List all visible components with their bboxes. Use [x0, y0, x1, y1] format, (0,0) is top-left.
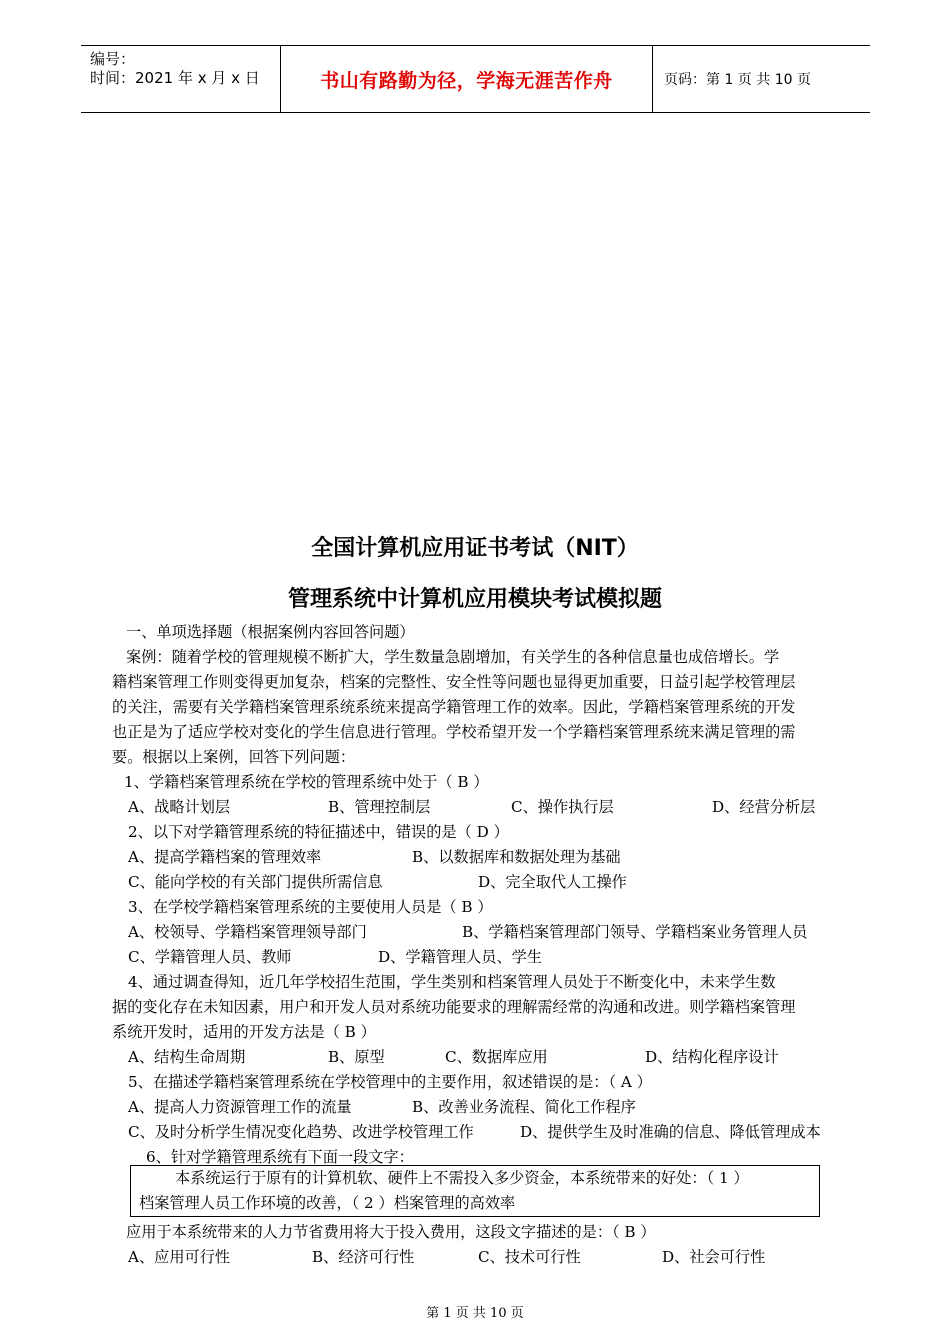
question-6-after: 应用于本系统带来的人力节省费用将大于投入费用，这段文字描述的是：（ B ）	[126, 1223, 656, 1241]
question-2-options-a	[112, 845, 860, 870]
sub-title: 管理系统中计算机应用模块考试模拟题	[287, 587, 662, 612]
exam-body-continued	[112, 1220, 860, 1270]
option: B、以数据库和数据处理为基础	[412, 848, 621, 866]
option: A、提高人力资源管理工作的流量	[128, 1098, 352, 1116]
question-6-options	[112, 1245, 860, 1270]
case-line: 要。根据以上案例，回答下列问题：	[112, 748, 355, 766]
option: B、管理控制层	[328, 798, 431, 816]
question-2: 2、以下对学籍管理系统的特征描述中，错误的是（ D ）	[128, 823, 509, 841]
section-heading: 一、单项选择题（根据案例内容回答问题）	[126, 623, 415, 641]
header-table	[81, 45, 870, 113]
case-line: 籍档案管理工作则变得更加复杂，档案的完整性、安全性等问题也显得更加重要，日益引起学校管理层	[112, 673, 796, 691]
option: C、数据库应用	[445, 1048, 548, 1066]
question-6: 6、针对学籍管理系统有下面一段文字：	[146, 1148, 414, 1166]
time-label: 时间：2021 年 x 月 x 日	[90, 69, 260, 87]
quote-line: 档案管理人员工作环境的改善，（ 2 ）档案管理的高效率	[139, 1194, 516, 1212]
option: A、结构生命周期	[128, 1048, 246, 1066]
case-line: 的关注，需要有关学籍档案管理系统系统来提高学籍管理工作的效率。因此，学籍档案管理系统的开发	[112, 698, 796, 716]
header-motto-cell	[281, 46, 653, 112]
question-4-line: 系统开发时，适用的开发方法是（ B ）	[112, 1023, 376, 1041]
option: A、提高学籍档案的管理效率	[128, 848, 322, 866]
option: D、学籍管理人员、学生	[378, 948, 543, 966]
option: D、社会可行性	[662, 1248, 766, 1266]
question-1-options	[112, 795, 860, 820]
case-line: 也正是为了适应学校对变化的学生信息进行管理。学校希望开发一个学籍档案管理系统来满足管理的需	[112, 723, 796, 741]
question-6-quote-box	[130, 1165, 820, 1217]
option: D、提供学生及时准确的信息、降低管理成本	[520, 1123, 821, 1141]
header-left-cell	[81, 46, 281, 112]
option: C、技术可行性	[478, 1248, 581, 1266]
option: B、经济可行性	[312, 1248, 415, 1266]
question-3-options-b	[112, 945, 860, 970]
option: A、应用可行性	[128, 1248, 231, 1266]
option: C、及时分析学生情况变化趋势、改进学校管理工作	[128, 1123, 474, 1141]
option: D、经营分析层	[712, 798, 816, 816]
main-title: 全国计算机应用证书考试（NIT）	[311, 536, 639, 561]
case-line: 案例：随着学校的管理规模不断扩大，学生数量急剧增加，有关学生的各种信息量也成倍增长。学	[126, 648, 780, 666]
option: C、学籍管理人员、教师	[128, 948, 292, 966]
question-4-options	[112, 1045, 860, 1070]
header-page-cell	[653, 46, 870, 112]
option: B、原型	[328, 1048, 385, 1066]
option: D、结构化程序设计	[645, 1048, 779, 1066]
question-4-line: 据的变化存在未知因素，用户和开发人员对系统功能要求的理解需经常的沟通和改进。则学籍档案管理	[112, 998, 796, 1016]
option: A、校领导、学籍档案管理领导部门	[128, 923, 367, 941]
question-5: 5、在描述学籍档案管理系统在学校管理中的主要作用，叙述错误的是：（ A ）	[128, 1073, 652, 1091]
page-footer: 第 1 页 共 10 页	[426, 1306, 524, 1321]
question-3: 3、在学校学籍档案管理系统的主要使用人员是（ B ）	[128, 898, 493, 916]
option: C、能向学校的有关部门提供所需信息	[128, 873, 383, 891]
question-4-line: 4、通过调查得知，近几年学校招生范围，学生类别和档案管理人员处于不断变化中，未来学生数	[128, 973, 776, 991]
question-2-options-b	[112, 870, 860, 895]
option: D、完全取代人工操作	[478, 873, 627, 891]
option: A、战略计划层	[128, 798, 231, 816]
option: B、改善业务流程、简化工作程序	[412, 1098, 636, 1116]
question-5-options-b	[112, 1120, 860, 1145]
quote-line: 本系统运行于原有的计算机软、硬件上不需投入多少资金，本系统带来的好处：（ 1 ）	[175, 1169, 749, 1187]
question-5-options-a	[112, 1095, 860, 1120]
code-label: 编号：	[90, 50, 136, 68]
option: C、操作执行层	[511, 798, 614, 816]
question-1: 1、学籍档案管理系统在学校的管理系统中处于（ B ）	[124, 773, 489, 791]
page-info: 页码：第 1 页 共 10 页	[664, 72, 811, 88]
option: B、学籍档案管理部门领导、学籍档案业务管理人员	[462, 923, 808, 941]
question-3-options-a	[112, 920, 860, 945]
exam-body	[112, 620, 860, 1170]
motto: 书山有路勤为径，学海无涯苦作舟	[320, 69, 613, 92]
